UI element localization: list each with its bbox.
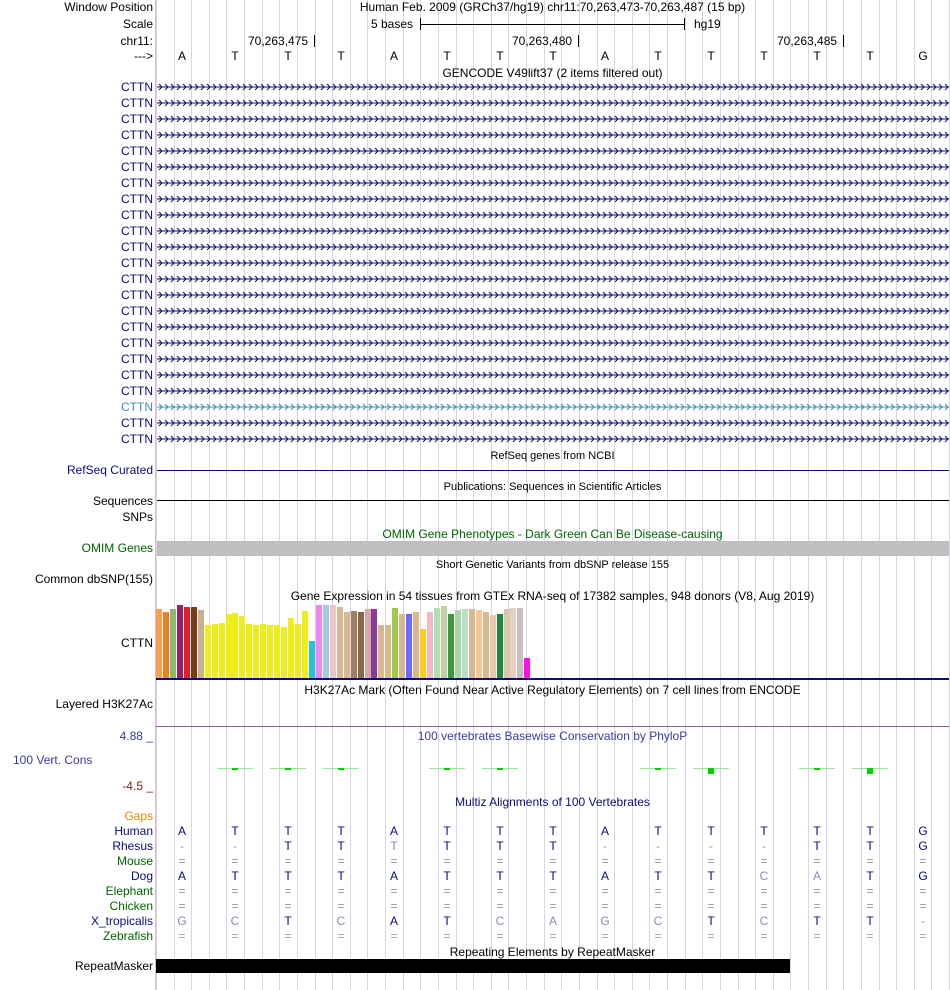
- alignment-base: -: [603, 839, 607, 853]
- gtex-tissue-bar[interactable]: [371, 609, 377, 678]
- gtex-tissue-bar[interactable]: [337, 607, 343, 678]
- phylop-score-bar: [814, 768, 820, 770]
- gencode-row-label[interactable]: CTTN: [121, 256, 153, 270]
- gencode-row-label[interactable]: CTTN: [121, 336, 153, 350]
- phylop-label[interactable]: 100 Vert. Cons: [13, 753, 93, 767]
- alignment-base: =: [866, 854, 874, 868]
- alignment-base: T: [549, 839, 557, 853]
- gtex-tissue-bar[interactable]: [253, 625, 259, 678]
- alignment-base: =: [178, 929, 186, 943]
- gtex-tissue-bar[interactable]: [212, 624, 218, 678]
- alignment-base: C: [495, 914, 505, 928]
- gtex-tissue-bar[interactable]: [198, 610, 204, 678]
- gtex-tissue-bar[interactable]: [524, 658, 530, 678]
- gtex-tissue-bar[interactable]: [323, 605, 329, 678]
- gtex-tissue-bar[interactable]: [184, 607, 190, 678]
- scale-db: hg19: [694, 17, 721, 31]
- gtex-label[interactable]: CTTN: [121, 636, 153, 650]
- alignment-base: T: [496, 824, 504, 838]
- gtex-tissue-bar[interactable]: [427, 612, 433, 678]
- gencode-row-label[interactable]: CTTN: [121, 320, 153, 334]
- refseq-title: RefSeq genes from NCBI: [490, 450, 615, 462]
- dbsnp-title: Short Genetic Variants from dbSNP release 155: [435, 559, 670, 571]
- alignment-base: T: [866, 869, 874, 883]
- alignment-base: =: [284, 884, 292, 898]
- reference-base: A: [177, 49, 186, 63]
- alignment-base: G: [918, 824, 928, 838]
- gencode-transcript[interactable]: [157, 387, 949, 395]
- alignment-base: =: [866, 929, 874, 943]
- alignment-base: A: [548, 914, 557, 928]
- alignment-base: T: [284, 869, 292, 883]
- gencode-row-label[interactable]: CTTN: [121, 400, 153, 414]
- alignment-base: =: [601, 884, 609, 898]
- gtex-tissue-bar[interactable]: [406, 614, 412, 678]
- alignment-base: -: [762, 839, 766, 853]
- alignment-base: =: [443, 854, 451, 868]
- gtex-tissue-bar[interactable]: [156, 609, 162, 678]
- alignment-base: =: [231, 884, 239, 898]
- alignment-base: =: [813, 884, 821, 898]
- alignment-base: -: [709, 839, 713, 853]
- repeat-title: Repeating Elements by RepeatMasker: [449, 945, 656, 959]
- alignment-base: =: [231, 929, 239, 943]
- reference-base: T: [231, 49, 239, 63]
- reference-base: G: [918, 49, 928, 63]
- alignment-base: =: [443, 929, 451, 943]
- alignment-base: =: [549, 899, 557, 913]
- reference-base: T: [337, 49, 345, 63]
- alignment-base: G: [918, 839, 928, 853]
- alignment-base: T: [337, 869, 345, 883]
- alignment-base: =: [813, 899, 821, 913]
- alignment-base: =: [231, 899, 239, 913]
- window-position-text: Human Feb. 2009 (GRCh37/hg19) chr11:70,263,473-70,263,487 (15 bp): [359, 0, 746, 14]
- gtex-tissue-bar[interactable]: [378, 625, 384, 678]
- gencode-row-label[interactable]: CTTN: [121, 240, 153, 254]
- gencode-transcript[interactable]: [157, 339, 949, 347]
- alignment-base: G: [600, 914, 610, 928]
- alignment-base: =: [866, 899, 874, 913]
- alignment-base: =: [549, 884, 557, 898]
- reference-base: A: [389, 49, 398, 63]
- gtex-tissue-bar[interactable]: [191, 607, 197, 678]
- gencode-row-label[interactable]: CTTN: [121, 224, 153, 238]
- alignment-base: C: [653, 914, 663, 928]
- alignment-base: =: [178, 884, 186, 898]
- gencode-transcript[interactable]: [157, 179, 949, 187]
- alignment-base: T: [654, 869, 662, 883]
- gencode-row-label[interactable]: CTTN: [121, 192, 153, 206]
- pubs-title: Publications: Sequences in Scientific Articles: [443, 481, 662, 493]
- alignment-base: =: [919, 929, 927, 943]
- gencode-transcript[interactable]: [157, 355, 949, 363]
- alignment-base: G: [918, 869, 928, 883]
- gtex-tissue-bar[interactable]: [239, 616, 245, 678]
- gencode-row-label[interactable]: CTTN: [121, 352, 153, 366]
- gtex-tissue-bar[interactable]: [434, 608, 440, 678]
- gencode-transcript[interactable]: [157, 291, 949, 299]
- gtex-tissue-bar[interactable]: [476, 610, 482, 678]
- reference-base: A: [600, 49, 609, 63]
- h3k27-title: H3K27Ac Mark (Often Found Near Active Regulatory Elements) on 7 cell lines from ENCODE: [304, 683, 801, 697]
- phylop-title: 100 vertebrates Basewise Conservation by PhyloP: [417, 729, 688, 743]
- reference-base: T: [654, 49, 662, 63]
- snps-label[interactable]: SNPs: [122, 510, 153, 524]
- alignment-base: T: [443, 839, 451, 853]
- alignment-base: T: [443, 824, 451, 838]
- gtex-tissue-bar[interactable]: [267, 625, 273, 678]
- alignment-base: T: [549, 824, 557, 838]
- gencode-transcript[interactable]: [157, 83, 949, 91]
- alignment-base: A: [389, 869, 398, 883]
- strand-label: --->: [134, 49, 153, 63]
- alignment-base: =: [601, 899, 609, 913]
- gencode-transcript[interactable]: [157, 403, 949, 411]
- alignment-base: A: [389, 914, 398, 928]
- alignment-base: T: [443, 914, 451, 928]
- dbsnp-label[interactable]: Common dbSNP(155): [34, 572, 153, 586]
- alignment-base: A: [600, 824, 609, 838]
- alignment-base: =: [390, 899, 398, 913]
- gtex-tissue-bar[interactable]: [420, 629, 426, 678]
- species-label[interactable]: Mouse: [116, 854, 153, 868]
- scale-bar: [420, 24, 685, 25]
- alignment-base: T: [813, 914, 821, 928]
- alignment-base: T: [813, 839, 821, 853]
- alignment-base: T: [707, 869, 715, 883]
- alignment-base: =: [390, 884, 398, 898]
- alignment-base: T: [760, 824, 768, 838]
- omim-label[interactable]: OMIM Genes: [81, 541, 153, 555]
- alignment-base: =: [443, 884, 451, 898]
- gtex-tissue-bar[interactable]: [441, 606, 447, 678]
- alignment-base: =: [496, 899, 504, 913]
- alignment-base: T: [707, 824, 715, 838]
- reference-base: T: [496, 49, 504, 63]
- scale-bar-right-tick: [684, 18, 685, 30]
- gencode-row-label[interactable]: CTTN: [121, 368, 153, 382]
- alignment-base: =: [919, 884, 927, 898]
- alignment-base: T: [866, 839, 874, 853]
- gencode-row-label[interactable]: CTTN: [121, 80, 153, 94]
- coord-tick-2: 70,263,480: [512, 34, 573, 48]
- alignment-base: =: [337, 929, 345, 943]
- alignment-base: =: [707, 884, 715, 898]
- alignment-base: =: [760, 854, 768, 868]
- species-label[interactable]: Elephant: [105, 884, 153, 898]
- gencode-transcript[interactable]: [157, 435, 949, 443]
- gtex-tissue-bar[interactable]: [455, 610, 461, 678]
- alignment-base: T: [231, 824, 239, 838]
- gtex-tissue-bar[interactable]: [392, 608, 398, 678]
- window-position-label: Window Position: [64, 0, 153, 14]
- gtex-tissue-bar[interactable]: [510, 608, 516, 678]
- gtex-tissue-bar[interactable]: [295, 624, 301, 678]
- alignment-base: C: [759, 914, 769, 928]
- multiz-title: Multiz Alignments of 100 Vertebrates: [455, 795, 650, 809]
- alignment-base: T: [337, 839, 345, 853]
- gencode-row-label[interactable]: CTTN: [121, 416, 153, 430]
- alignment-base: =: [919, 899, 927, 913]
- alignment-base: T: [866, 824, 874, 838]
- h3k27-baseline: [156, 726, 949, 727]
- alignment-base: =: [496, 884, 504, 898]
- alignment-base: =: [337, 884, 345, 898]
- gtex-tissue-bar[interactable]: [232, 613, 238, 678]
- alignment-base: T: [496, 869, 504, 883]
- alignment-base: T: [866, 914, 874, 928]
- alignment-base: T: [707, 914, 715, 928]
- gencode-transcript[interactable]: [157, 323, 949, 331]
- alignment-base: =: [707, 929, 715, 943]
- alignment-base: T: [284, 839, 292, 853]
- species-label[interactable]: Zebrafish: [102, 929, 153, 943]
- gencode-row-label[interactable]: CTTN: [121, 272, 153, 286]
- alignment-base: A: [389, 824, 398, 838]
- gencode-row-label[interactable]: CTTN: [121, 112, 153, 126]
- phylop-score-bar: [708, 768, 714, 774]
- gencode-title: GENCODE V49lift37 (2 items filtered out): [442, 66, 663, 80]
- phylop-score-bar: [497, 768, 503, 770]
- phylop-score-bar: [232, 768, 238, 770]
- alignment-base: G: [177, 914, 187, 928]
- sequences-line[interactable]: [157, 500, 949, 501]
- phylop-score-bar: [655, 768, 661, 770]
- phylop-min: -4.5 _: [122, 779, 153, 793]
- gtex-tissue-bar[interactable]: [385, 625, 391, 678]
- scale-label: Scale: [122, 17, 153, 31]
- phylop-max: 4.88 _: [119, 729, 153, 743]
- reference-base: T: [549, 49, 557, 63]
- alignment-base: =: [390, 929, 398, 943]
- gtex-tissue-bar[interactable]: [205, 625, 211, 678]
- gencode-row-label[interactable]: CTTN: [121, 288, 153, 302]
- gaps-label[interactable]: Gaps: [124, 809, 153, 823]
- phylop-score-bar: [285, 768, 291, 770]
- alignment-base: A: [177, 824, 186, 838]
- alignment-base: T: [284, 914, 292, 928]
- alignment-base: =: [178, 899, 186, 913]
- coord-tick-3: 70,263,485: [777, 34, 838, 48]
- alignment-base: =: [549, 854, 557, 868]
- alignment-base: =: [178, 854, 186, 868]
- alignment-base: T: [654, 824, 662, 838]
- phylop-score-bar: [338, 768, 344, 770]
- alignment-base: A: [600, 869, 609, 883]
- refseq-label[interactable]: RefSeq Curated: [66, 463, 153, 477]
- alignment-base: =: [443, 899, 451, 913]
- gencode-transcript[interactable]: [157, 99, 949, 107]
- alignment-base: T: [390, 839, 398, 853]
- coord-tick-2-mark: [578, 35, 579, 47]
- alignment-base: -: [921, 914, 925, 928]
- gencode-transcript[interactable]: [157, 307, 949, 315]
- alignment-base: =: [284, 929, 292, 943]
- gencode-transcript[interactable]: [157, 115, 949, 123]
- gtex-tissue-bar[interactable]: [316, 605, 322, 678]
- species-label[interactable]: Rhesus: [112, 839, 153, 853]
- alignment-base: -: [180, 839, 184, 853]
- coord-tick-1-mark: [314, 35, 315, 47]
- gtex-tissue-bar[interactable]: [288, 618, 294, 678]
- species-label[interactable]: X_tropicalis: [90, 914, 153, 928]
- alignment-base: T: [496, 839, 504, 853]
- gencode-transcript[interactable]: [157, 371, 949, 379]
- alignment-base: =: [496, 854, 504, 868]
- gencode-row-label[interactable]: CTTN: [121, 96, 153, 110]
- alignment-base: =: [919, 854, 927, 868]
- gtex-tissue-bar[interactable]: [462, 609, 468, 678]
- alignment-base: T: [231, 869, 239, 883]
- reference-base: T: [707, 49, 715, 63]
- gencode-row-label[interactable]: CTTN: [121, 128, 153, 142]
- gencode-row-label[interactable]: CTTN: [121, 432, 153, 446]
- omim-title: OMIM Gene Phenotypes - Dark Green Can Be Disease-causing: [382, 527, 723, 541]
- alignment-base: T: [549, 869, 557, 883]
- gtex-tissue-bar[interactable]: [309, 641, 315, 678]
- alignment-base: =: [760, 929, 768, 943]
- alignment-base: =: [707, 899, 715, 913]
- alignment-base: =: [707, 854, 715, 868]
- gencode-transcript[interactable]: [157, 147, 949, 155]
- alignment-base: =: [231, 854, 239, 868]
- gtex-tissue-bar[interactable]: [497, 614, 503, 678]
- gtex-tissue-bar[interactable]: [302, 611, 308, 678]
- alignment-base: =: [654, 929, 662, 943]
- reference-base: T: [813, 49, 821, 63]
- gencode-transcript[interactable]: [157, 163, 949, 171]
- gtex-tissue-bar[interactable]: [448, 614, 454, 678]
- gencode-transcript[interactable]: [157, 419, 949, 427]
- gtex-tissue-bar[interactable]: [170, 609, 176, 678]
- alignment-base: A: [812, 869, 821, 883]
- gencode-transcript[interactable]: [157, 195, 949, 203]
- gtex-tissue-bar[interactable]: [260, 624, 266, 678]
- alignment-base: C: [336, 914, 346, 928]
- alignment-base: =: [337, 899, 345, 913]
- alignment-base: =: [760, 899, 768, 913]
- gencode-row-label[interactable]: CTTN: [121, 176, 153, 190]
- phylop-score-bar: [867, 768, 873, 774]
- gtex-tissue-bar[interactable]: [351, 611, 357, 678]
- alignment-base: =: [601, 929, 609, 943]
- gencode-row-label[interactable]: CTTN: [121, 208, 153, 222]
- h3k27-label[interactable]: Layered H3K27Ac: [55, 697, 153, 711]
- gencode-transcript[interactable]: [157, 227, 949, 235]
- coord-tick-1: 70,263,475: [248, 34, 309, 48]
- gencode-transcript[interactable]: [157, 259, 949, 267]
- sequences-label[interactable]: Sequences: [92, 494, 153, 508]
- refseq-line[interactable]: [157, 470, 949, 471]
- species-label[interactable]: Dog: [130, 869, 153, 883]
- alignment-base: =: [813, 929, 821, 943]
- gtex-tissue-bar[interactable]: [330, 605, 336, 678]
- alignment-base: -: [233, 839, 237, 853]
- gtex-title: Gene Expression in 54 tissues from GTEx RNA-seq of 17382 samples, 948 donors (V8, Aug 2019): [290, 589, 815, 603]
- gencode-row-label[interactable]: CTTN: [121, 160, 153, 174]
- repeatmasker-bar[interactable]: [156, 959, 790, 973]
- gencode-transcript[interactable]: [157, 275, 949, 283]
- alignment-base: T: [337, 824, 345, 838]
- omim-bar[interactable]: [157, 541, 949, 556]
- alignment-base: =: [284, 854, 292, 868]
- gtex-tissue-bar[interactable]: [177, 605, 183, 678]
- species-label[interactable]: Human: [114, 824, 153, 838]
- gencode-row-label[interactable]: CTTN: [121, 384, 153, 398]
- gencode-transcript[interactable]: [157, 211, 949, 219]
- gtex-tissue-bar[interactable]: [490, 615, 496, 678]
- alignment-base: A: [177, 869, 186, 883]
- gtex-tissue-bar[interactable]: [274, 625, 280, 678]
- species-label[interactable]: Chicken: [109, 899, 153, 913]
- alignment-base: =: [866, 884, 874, 898]
- alignment-base: =: [390, 854, 398, 868]
- gtex-tissue-bar[interactable]: [469, 609, 475, 678]
- alignment-base: -: [656, 839, 660, 853]
- alignment-base: =: [284, 899, 292, 913]
- alignment-base: =: [654, 884, 662, 898]
- gencode-row-label[interactable]: CTTN: [121, 144, 153, 158]
- scale-text: 5 bases: [371, 17, 414, 31]
- gtex-tissue-bar[interactable]: [219, 623, 225, 678]
- alignment-base: =: [760, 884, 768, 898]
- gtex-tissue-bar[interactable]: [281, 627, 287, 678]
- gencode-row-label[interactable]: CTTN: [121, 304, 153, 318]
- reference-base: T: [866, 49, 874, 63]
- coord-tick-3-mark: [843, 35, 844, 47]
- alignment-base: =: [337, 854, 345, 868]
- gtex-tissue-bar[interactable]: [358, 612, 364, 678]
- gencode-transcript[interactable]: [157, 131, 949, 139]
- alignment-base: =: [496, 929, 504, 943]
- alignment-base: =: [654, 899, 662, 913]
- alignment-base: =: [813, 854, 821, 868]
- alignment-base: T: [284, 824, 292, 838]
- alignment-base: T: [443, 869, 451, 883]
- alignment-base: =: [654, 854, 662, 868]
- reference-base: T: [760, 49, 768, 63]
- gtex-tissue-bar[interactable]: [483, 612, 489, 678]
- alignment-base: C: [230, 914, 240, 928]
- alignment-base: C: [759, 869, 769, 883]
- gencode-transcript[interactable]: [157, 243, 949, 251]
- gtex-baseline: [156, 678, 949, 680]
- reference-base: T: [443, 49, 451, 63]
- gtex-tissue-bar[interactable]: [163, 612, 169, 678]
- gtex-tissue-bar[interactable]: [399, 614, 405, 678]
- chromosome-label: chr11:: [120, 34, 153, 48]
- repeat-label[interactable]: RepeatMasker: [74, 959, 153, 973]
- gtex-tissue-bar[interactable]: [246, 624, 252, 678]
- gtex-tissue-bar[interactable]: [413, 612, 419, 678]
- alignment-base: =: [601, 854, 609, 868]
- gtex-tissue-bar[interactable]: [517, 608, 523, 678]
- phylop-score-bar: [444, 768, 450, 770]
- alignment-base: T: [813, 824, 821, 838]
- reference-base: T: [284, 49, 292, 63]
- alignment-base: =: [549, 929, 557, 943]
- gtex-tissue-bar[interactable]: [344, 612, 350, 678]
